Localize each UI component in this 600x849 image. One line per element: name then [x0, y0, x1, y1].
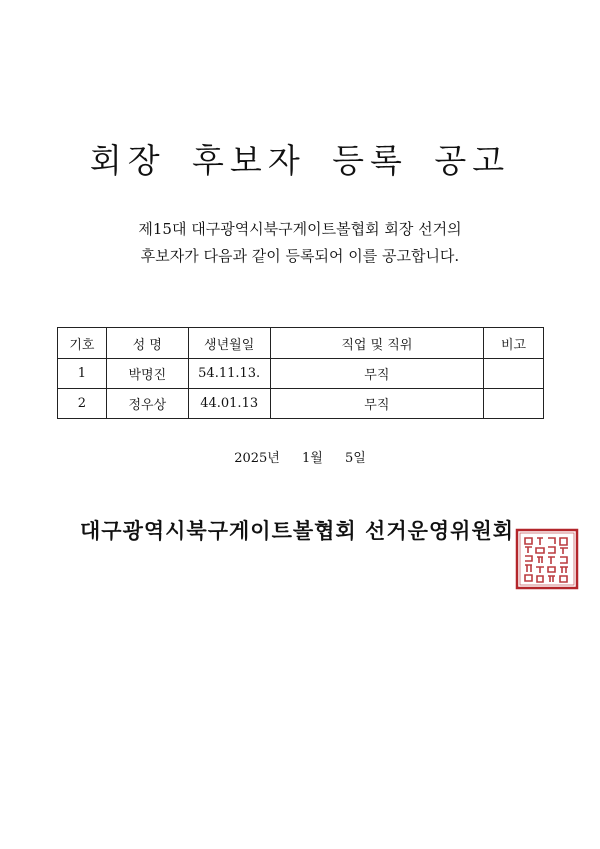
cell-name: 정우상: [106, 389, 188, 419]
header-remarks: 비고: [484, 328, 544, 359]
cell-name: 박명진: [106, 359, 188, 389]
cell-birthdate: 44.01.13: [188, 389, 270, 419]
date-year: 2025년: [234, 451, 280, 466]
cell-remarks: [484, 359, 544, 389]
header-birthdate: 생년월일: [188, 328, 270, 359]
cell-number: 2: [58, 389, 107, 419]
date-month: 1월: [301, 451, 323, 466]
cell-remarks: [484, 389, 544, 419]
announcement-text: [0, 216, 600, 270]
cell-occupation: 무직: [270, 359, 483, 389]
date-day: 5일: [344, 451, 366, 466]
organization-name: 대구광역시북구게이트볼협회 선거운영위원회: [80, 518, 515, 543]
announcement-line-1: 제15대 대구광역시북구게이트볼협회 회장 선거의: [138, 220, 462, 238]
table-header-row: [58, 328, 544, 359]
cell-number: 1: [58, 359, 107, 389]
cell-birthdate: 54.11.13.: [188, 359, 270, 389]
table-row: [58, 389, 544, 419]
official-seal-stamp: [515, 528, 579, 590]
header-number: 기호: [58, 328, 107, 359]
announcement-date: [0, 447, 600, 466]
page-title: 회장 후보자 등록 공고: [89, 141, 511, 180]
candidate-table: [57, 327, 544, 419]
header-name: 성 명: [106, 328, 188, 359]
cell-occupation: 무직: [270, 389, 483, 419]
announcement-line-2: 후보자가 다음과 같이 등록되어 이를 공고합니다.: [140, 247, 460, 265]
header-occupation: 직업 및 직위: [270, 328, 483, 359]
table-row: [58, 359, 544, 389]
